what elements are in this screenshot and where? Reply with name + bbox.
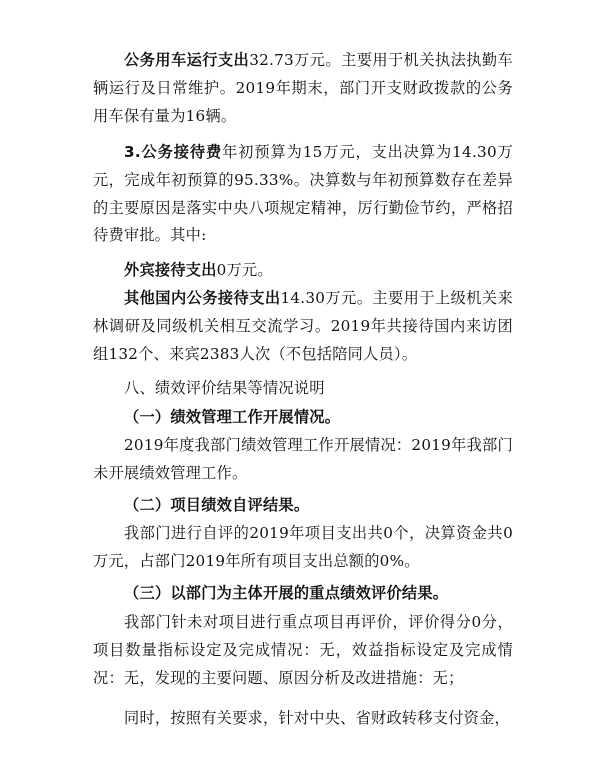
paragraph-lead: 其他国内公务接待支出 bbox=[124, 289, 281, 307]
paragraph-foreign-reception bbox=[93, 257, 513, 285]
subsection-heading-self-evaluation: （二）项目绩效自评结果。 bbox=[124, 496, 310, 514]
paragraph-vehicle-operation bbox=[93, 47, 513, 130]
paragraph-lead: 公务用车运行支出 bbox=[124, 51, 250, 69]
subsection-heading-key-evaluation: （三）以部门为主体开展的重点绩效评价结果。 bbox=[124, 584, 449, 602]
paragraph-management-status: 2019年度我部门绩效管理工作开展情况：2019年我部门未开展绩效管理工作。 bbox=[93, 436, 513, 482]
paragraph-body: 14.30万元。主要用于上级机关来林调研及同级机关相互交流学习。2019年共接待国内来访团组132个、来宾2383人次（不包括陪同人员）。 bbox=[93, 289, 513, 363]
paragraph-key-evaluation: 我部门针未对项目进行重点项目再评价，评价得分0分，项目数量指标设定及完成情况：无，效益指标设定及完成情况：无，发现的主要问题、原因分析及改进措施：无； bbox=[93, 613, 513, 687]
paragraph-body: 32.73万元。主要用于机关执法执勤车辆运行及日常维护。2019年期末，部门开支财政拨款的公务用车保有量为16辆。 bbox=[93, 51, 513, 125]
paragraph-self-evaluation: 我部门进行自评的2019年项目支出共0个，决算资金共0万元，占部门2019年所有项目支出总额的0%。 bbox=[93, 524, 513, 570]
paragraph-body: 年初预算为15万元，支出决算为14.30万元，完成年初预算的95.33%。决算数与年初预算数存在差异的主要原因是落实中央八项规定精神，厉行勤俭节约，严格招待费审批。其中: bbox=[93, 143, 513, 245]
paragraph-domestic-reception bbox=[93, 285, 513, 368]
paragraph-body: 0万元。 bbox=[216, 261, 273, 279]
paragraph-transfer-funds: 同时，按照有关要求，针对中央、省财政转移支付资金， bbox=[124, 709, 510, 727]
paragraph-reception-fee bbox=[93, 139, 513, 250]
section-heading-performance: 八、绩效评价结果等情况说明 bbox=[124, 379, 325, 397]
paragraph-lead: 3.公务接待费 bbox=[124, 143, 223, 161]
subsection-heading-management: （一）绩效管理工作开展情况。 bbox=[124, 408, 341, 426]
paragraph-lead: 外宾接待支出 bbox=[124, 261, 217, 279]
